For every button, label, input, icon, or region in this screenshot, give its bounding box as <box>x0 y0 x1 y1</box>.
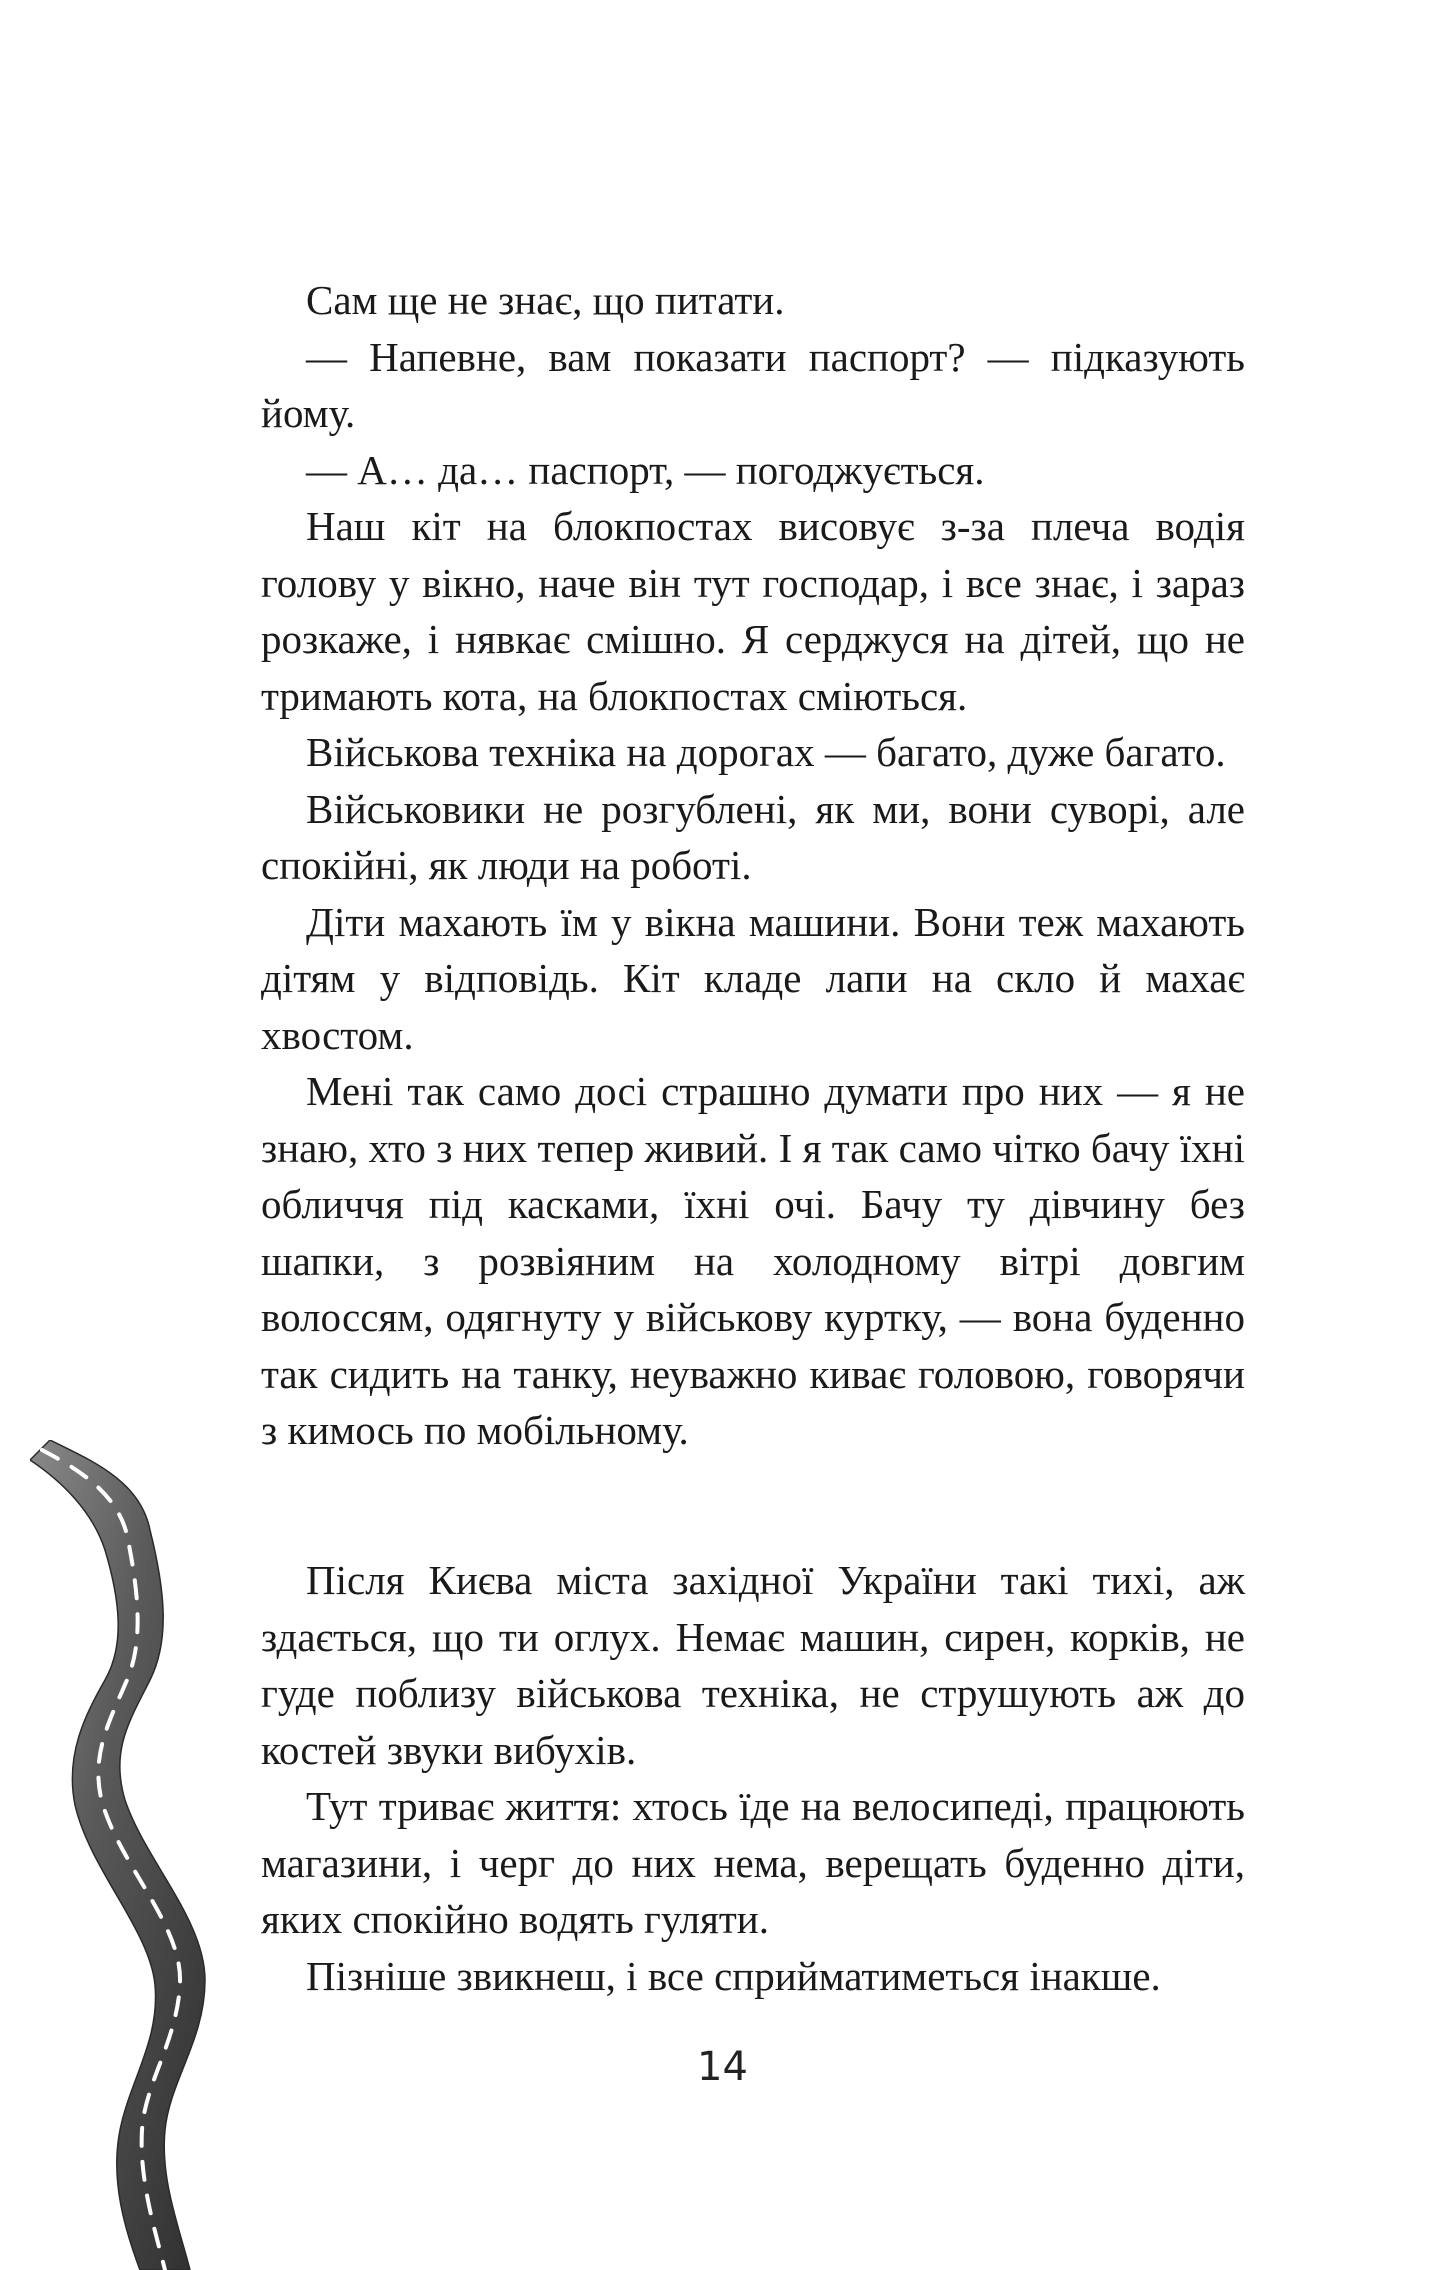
page-number: 14 <box>697 2044 748 2090</box>
text-block-bottom <box>261 1552 1245 2004</box>
paragraph: Наш кіт на блокпостах висовує з-за плеча водія голову у вікно, наче він тут господар, і все знає, і зараз розкаже, і нявкає смішно. Я серджуся на дітей, що не тримають кота, на блокпостах сміються. <box>261 503 1245 719</box>
paragraph: Пізніше звикнеш, і все сприйматиметься інакше. <box>306 1952 1161 1999</box>
paragraph: — А… да… паспорт, — погоджується. <box>306 446 985 493</box>
paragraph: Тут триває життя: хтось їде на велосипеді, працюють магазини, і черг до них нема, верещать буденно діти, яких спокійно водять гуляти. <box>261 1783 1245 1942</box>
paragraph: Після Києва міста західної України такі тихі, аж здається, що ти оглух. Немає машин, сирен, корків, не гуде поблизу військова техніка, не струшують аж до костей звуки вибухів. <box>261 1557 1245 1773</box>
paragraph: — Напевне, вам показати паспорт? — підказують йому. <box>261 333 1245 436</box>
text-block-top <box>261 272 1245 1459</box>
paragraph: Військовики не розгублені, як ми, вони суворі, але спокійні, як люди на роботі. <box>261 785 1245 888</box>
paragraph: Військова техніка на дорогах — багато, дуже багато. <box>306 729 1226 775</box>
paragraph: Мені так само досі страшно думати про них — я не знаю, хто з них тепер живий. І я так само чітко бачу їхні обличчя під касками, їхні очі. Бачу ту дівчину без шапки, з розвіяним на холодному вітрі довгим волоссям, одягнуту у військову куртку, — вона буденно так сидить на танку, неуважно киває головою, говорячи з кимось по мобільному. <box>261 1068 1245 1453</box>
winding-road-icon <box>30 1440 290 2270</box>
paragraph: Сам ще не знає, що питати. <box>306 277 785 323</box>
paragraph: Діти махають їм у вікна машини. Вони теж махають дітям у відповідь. Кіт кладе лапи на скло й махає хвостом. <box>261 898 1245 1058</box>
